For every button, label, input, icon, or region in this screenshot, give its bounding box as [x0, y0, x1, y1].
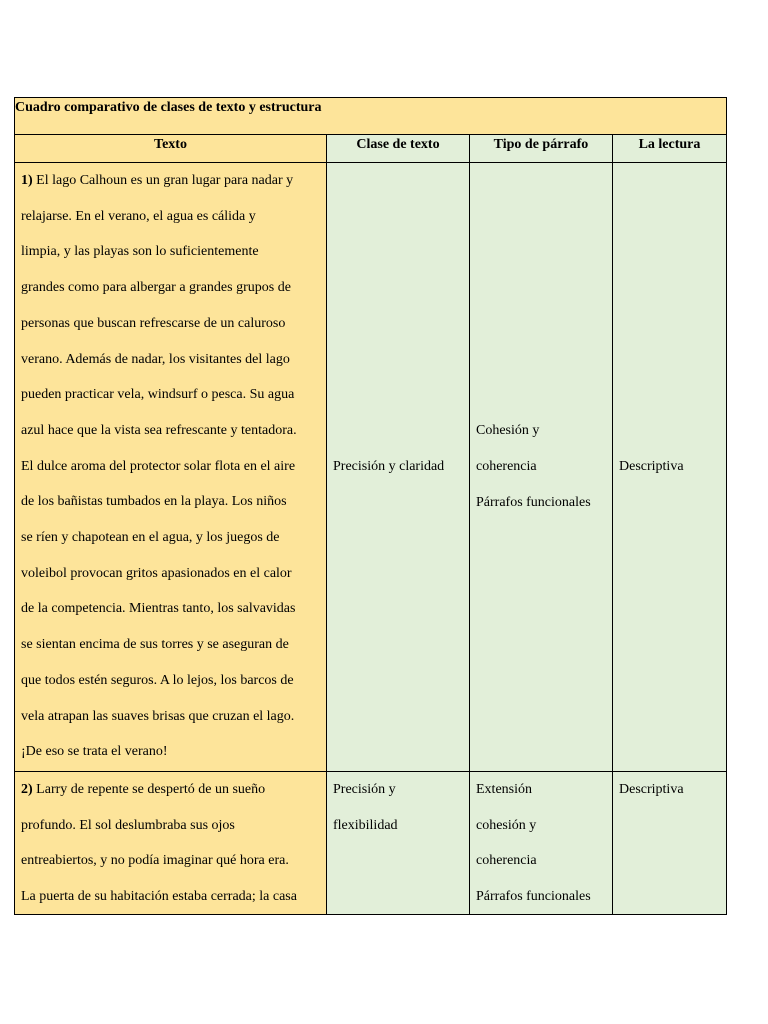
- text-line: pueden practicar vela, windsurf o pesca. Su agua: [21, 387, 295, 403]
- text-line: 1) El lago Calhoun es un gran lugar para nadar y: [21, 173, 294, 188]
- text-line: de los bañistas tumbados en la playa. Los niños: [21, 494, 287, 510]
- clase-line: Precisión y: [333, 782, 396, 797]
- text-line: de la competencia. Mientras tanto, los salvavidas: [21, 601, 296, 617]
- table-title: Cuadro comparativo de clases de texto y estructura: [15, 98, 726, 134]
- tipo-line: coherencia: [476, 459, 537, 475]
- tipo-cell: [469, 163, 612, 771]
- lectura-line: Descriptiva: [619, 459, 684, 475]
- text-line: El dulce aroma del protector solar flota en el aire: [21, 458, 296, 474]
- table-row: [15, 771, 726, 914]
- header-texto: Texto: [15, 135, 326, 162]
- text-line: verano. Además de nadar, los visitantes del lago: [21, 351, 290, 367]
- clase-cell: [326, 163, 469, 771]
- header-la-lectura: La lectura: [612, 135, 726, 162]
- tipo-line: Extensión: [476, 782, 532, 797]
- tipo-cell: [469, 772, 612, 914]
- text-line: relajarse. En el verano, el agua es cálida y: [21, 208, 256, 224]
- tipo-line: Cohesión y: [476, 423, 540, 439]
- clase-cell: [326, 772, 469, 914]
- header-clase-de-texto: Clase de texto: [326, 135, 469, 162]
- text-line: ¡De eso se trata el verano!: [21, 744, 168, 760]
- header-tipo-de-parrafo: Tipo de párrafo: [469, 135, 612, 162]
- comparison-table: [14, 97, 727, 915]
- text-line: personas que buscan refrescarse de un caluroso: [21, 315, 286, 331]
- clase-line: flexibilidad: [333, 817, 398, 833]
- lectura-cell: [612, 163, 726, 771]
- text-line: que todos estén seguros. A lo lejos, los barcos de: [21, 672, 294, 688]
- texto-cell: [15, 772, 326, 914]
- text-line: limpia, y las playas son lo suficientemente: [21, 244, 259, 260]
- row-number: 2): [21, 782, 33, 797]
- text-line: azul hace que la vista sea refrescante y tentadora.: [21, 422, 297, 438]
- text-line: se ríen y chapotean en el agua, y los juegos de: [21, 530, 280, 546]
- text-line: La puerta de su habitación estaba cerrada; la casa: [21, 889, 297, 905]
- text-line: entreabiertos, y no podía imaginar qué hora era.: [21, 853, 289, 869]
- table-row: [15, 162, 726, 771]
- text-line: 2) Larry de repente se despertó de un sueño: [21, 782, 266, 797]
- text-line: voleibol provocan gritos apasionados en el calor: [21, 565, 292, 581]
- tipo-line: cohesión y: [476, 817, 537, 833]
- text-line: vela atrapan las suaves brisas que cruzan el lago.: [21, 708, 295, 724]
- tipo-line: Párrafos funcionales: [476, 494, 591, 510]
- table-header-row: [15, 134, 726, 162]
- lectura-cell: [612, 772, 726, 914]
- texto-cell: [15, 163, 326, 771]
- tipo-line: coherencia: [476, 853, 537, 869]
- text-line: se sientan encima de sus torres y se aseguran de: [21, 637, 289, 653]
- lectura-line: Descriptiva: [619, 782, 684, 797]
- tipo-line: Párrafos funcionales: [476, 889, 591, 905]
- text-line: grandes como para albergar a grandes grupos de: [21, 280, 291, 296]
- clase-line: Precisión y claridad: [333, 459, 445, 475]
- row-number: 1): [21, 173, 33, 188]
- text-line: profundo. El sol deslumbraba sus ojos: [21, 817, 235, 833]
